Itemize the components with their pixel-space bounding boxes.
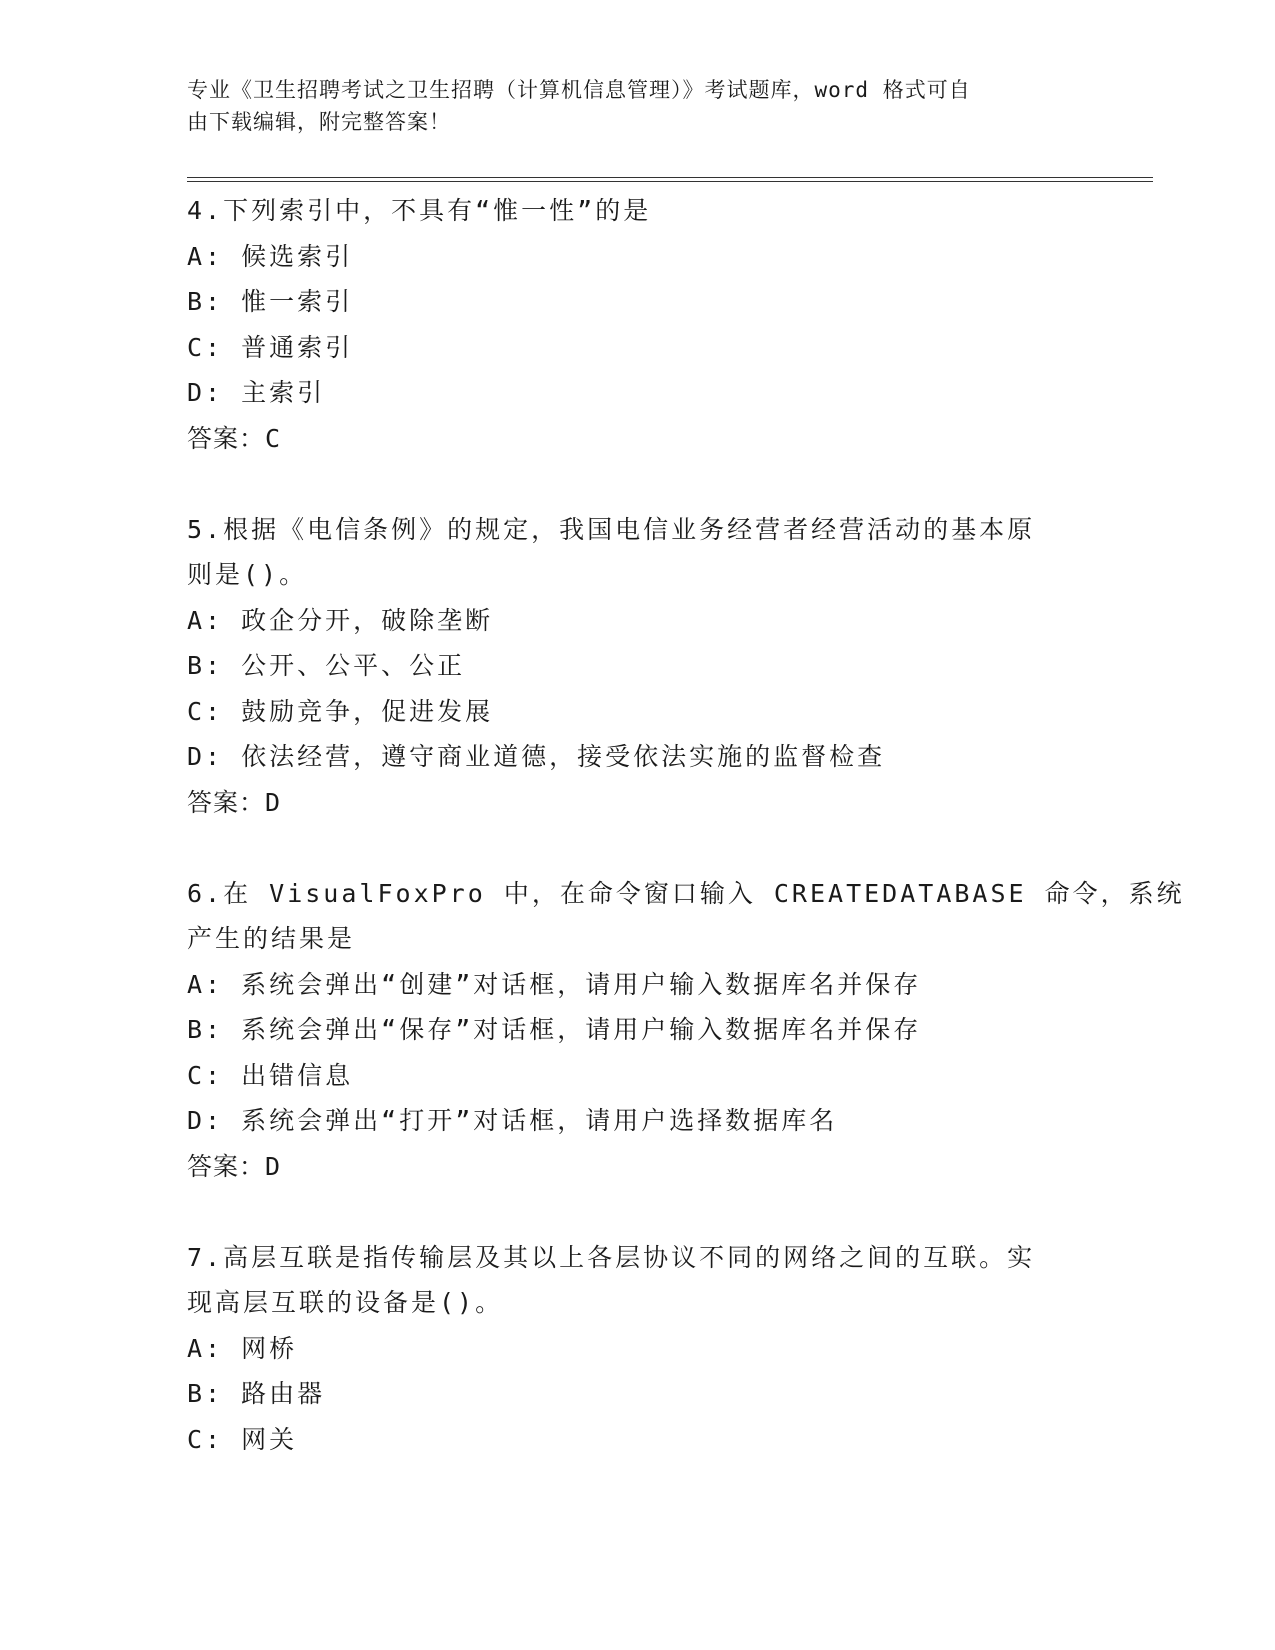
header-line-1: 专业《卫生招聘考试之卫生招聘（计算机信息管理）》考试题库，word 格式可自 [187, 78, 971, 102]
question-stem: 7.高层互联是指传输层及其以上各层协议不同的网络之间的互联。实 [187, 1242, 1036, 1272]
question-stem: 5.根据《电信条例》的规定，我国电信业务经营者经营活动的基本原 [187, 514, 1036, 544]
option-c: C: 普通索引 [187, 332, 354, 362]
spacer [187, 825, 1087, 871]
question-stem: 6.在 VisualFoxPro 中，在命令窗口输入 CREATEDATABASE 命令，系统 [187, 878, 1185, 908]
option-b: B: 路由器 [187, 1379, 326, 1408]
option-a: A: 候选索引 [187, 241, 354, 271]
answer: 答案：C [187, 423, 282, 453]
option-a: A: 网桥 [187, 1333, 298, 1363]
option-a: A: 系统会弹出“创建”对话框，请用户输入数据库名并保存 [187, 969, 922, 999]
question-4 [187, 188, 1087, 461]
option-d: D: 主索引 [187, 378, 326, 407]
option-b: B: 系统会弹出“保存”对话框，请用户输入数据库名并保存 [187, 1015, 922, 1044]
option-a: A: 政企分开，破除垄断 [187, 605, 494, 635]
option-d: D: 系统会弹出“打开”对话框，请用户选择数据库名 [187, 1106, 838, 1135]
option-b: B: 惟一索引 [187, 287, 354, 316]
question-stem-continued: 产生的结果是 [187, 924, 356, 953]
spacer [187, 461, 1087, 507]
question-7 [187, 1235, 1087, 1463]
option-c: C: 出错信息 [187, 1060, 354, 1090]
option-d: D: 依法经营，遵守商业道德，接受依法实施的监督检查 [187, 742, 886, 771]
header-divider-bottom [187, 181, 1153, 182]
header-line-2: 由下载编辑，附完整答案！ [187, 110, 451, 134]
option-c: C: 鼓励竞争，促进发展 [187, 696, 494, 726]
answer: 答案：D [187, 787, 282, 817]
option-b: B: 公开、公平、公正 [187, 651, 466, 680]
question-stem-continued: 现高层互联的设备是()。 [187, 1288, 504, 1317]
option-c: C: 网关 [187, 1424, 298, 1454]
question-stem-continued: 则是()。 [187, 560, 308, 589]
question-list [187, 188, 1185, 1462]
question-6 [187, 871, 1185, 1190]
header-divider-top [187, 177, 1153, 178]
question-stem: 4.下列索引中，不具有“惟一性”的是 [187, 196, 652, 225]
document-header [187, 74, 1067, 138]
spacer [187, 1189, 1087, 1235]
answer: 答案：D [187, 1151, 282, 1181]
question-5 [187, 507, 1087, 826]
